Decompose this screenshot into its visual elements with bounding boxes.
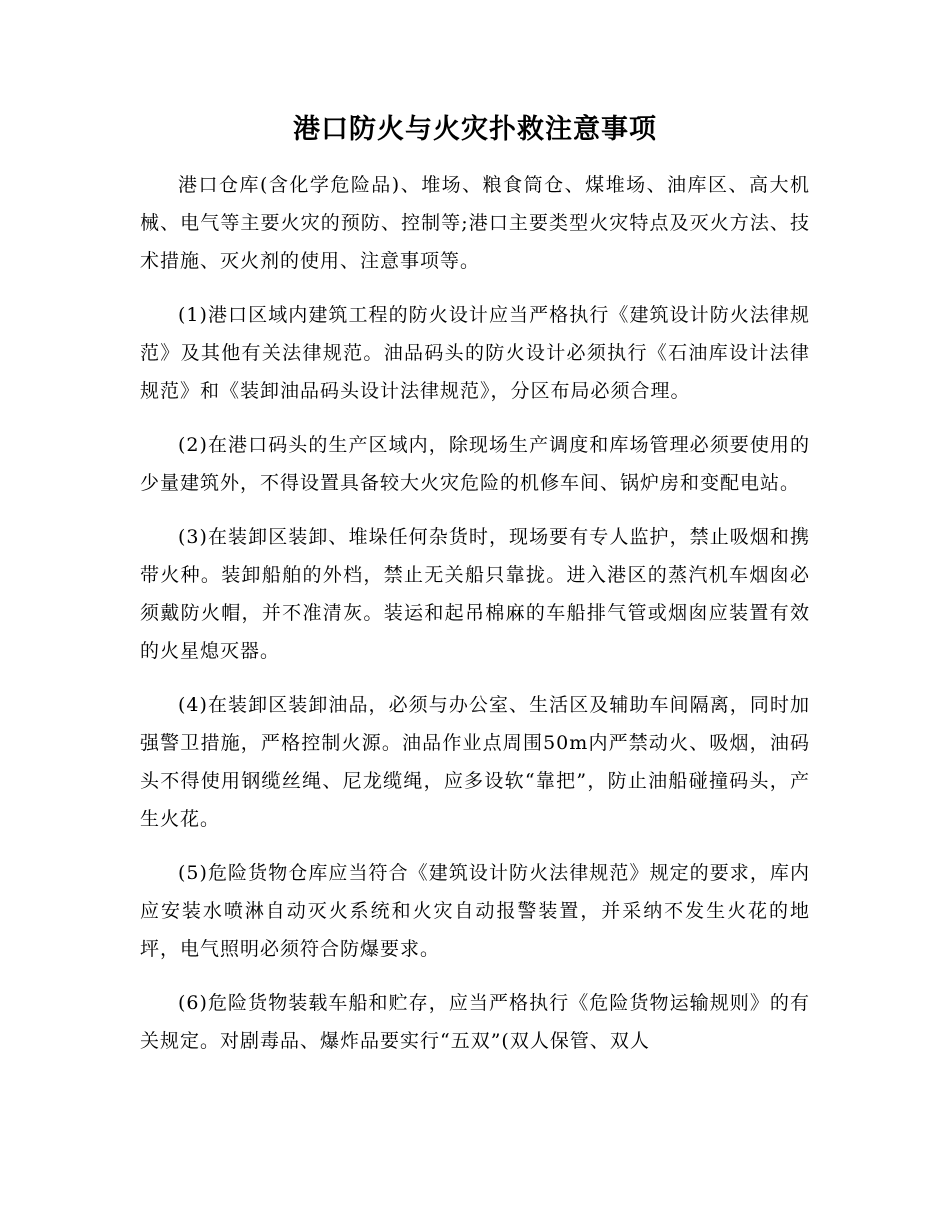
paragraph-3: (3)在装卸区装卸、堆垛任何杂货时，现场要有专人监护，禁止吸烟和携带火种。装卸船舶的外档，禁止无关船只靠拢。进入港区的蒸汽机车烟囱必须戴防火帽，并不准清灰。装运和起吊棉麻的车船排气管或烟囱应装置有效的火星熄灭器。 xyxy=(140,526,810,662)
paragraph-5: (5)危险货物仓库应当符合《建筑设计防火法律规范》规定的要求，库内应安装水喷淋自动灭火系统和火灾自动报警装置，并采纳不发生火花的地坪，电气照明必须符合防爆要求。 xyxy=(140,862,810,960)
paragraph-2: (2)在港口码头的生产区域内，除现场生产调度和库场管理必须要使用的少量建筑外，不得设置具备较大火灾危险的机修车间、锅炉房和变配电站。 xyxy=(140,434,810,494)
document-title: 港口防火与火灾扑救注意事项 xyxy=(293,114,657,145)
paragraph-list xyxy=(140,296,810,1060)
intro-paragraph: 港口仓库(含化学危险品)、堆场、粮食筒仓、煤堆场、油库区、高大机械、电气等主要火灾的预防、控制等;港口主要类型火灾特点及灭火方法、技术措施、灭火剂的使用、注意事项等。 xyxy=(140,174,810,272)
paragraph-6: (6)危险货物装载车船和贮存，应当严格执行《危险货物运输规则》的有关规定。对剧毒品、爆炸品要实行“五双”(双人保管、双人 xyxy=(140,992,810,1052)
paragraph-1: (1)港口区域内建筑工程的防火设计应当严格执行《建筑设计防火法律规范》及其他有关法律规范。油品码头的防火设计必须执行《石油库设计法律规范》和《装卸油品码头设计法律规范》，分区布局必须合理。 xyxy=(140,304,810,402)
paragraph-4: (4)在装卸区装卸油品，必须与办公室、生活区及辅助车间隔离，同时加强警卫措施，严格控制火源。油品作业点周围50m内严禁动火、吸烟，油码头不得使用钢缆丝绳、尼龙缆绳，应多设软“靠把”，防止油船碰撞码头，产生火花。 xyxy=(140,694,810,830)
